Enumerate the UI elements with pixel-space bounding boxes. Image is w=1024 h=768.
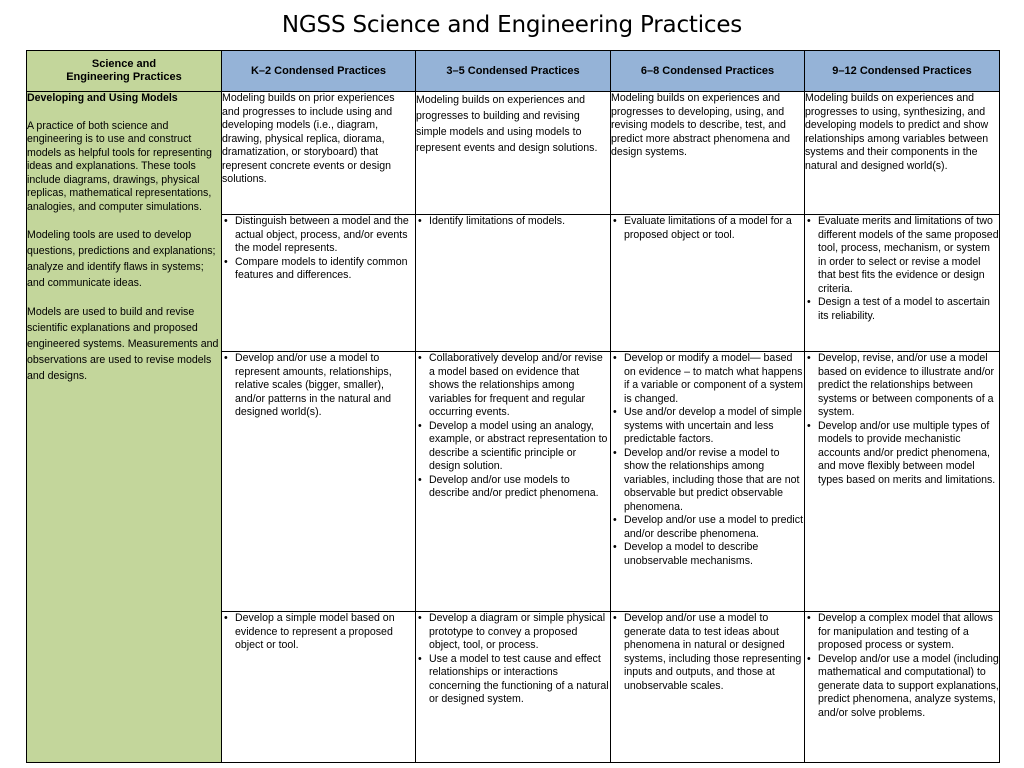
list-item: • Develop and/or use a model to predict and/or describe phenomena. — [611, 514, 804, 541]
list-item: • Develop a simple model based on evidence to represent a proposed object or tool. — [222, 612, 415, 653]
practice-name: Developing and Using Models — [27, 92, 178, 104]
cell-text: Modeling builds on prior experiences and progresses to include using and developing models (i.e., diagram, drawing, physical replica, diorama, dramatization, or storyboard) that represent concrete events or design solutions. — [222, 92, 395, 185]
cell-k2 — [222, 352, 416, 612]
page-title: NGSS Science and Engineering Practices — [281, 12, 743, 38]
practice-paragraph: A practice of both science and engineering is to use and construct models as helpful tools for representing ideas and explanations. These tools include diagrams, drawings, physical replicas, mathematical representations, analogies, and computer simulations. — [27, 119, 212, 213]
practice-paragraph: Models are used to build and revise scientific explanations and proposed engineered systems. Measurements and observations are used to revise models and designs. — [27, 306, 219, 382]
list-item: • Develop and/or revise a model to show the relationships among variables, including those that are not observable but predict observable phenomena. — [611, 447, 804, 515]
cell-text: Modeling builds on experiences and progresses to developing, using, and revising models to describe, test, and predict more abstract phenomena and design systems. — [611, 92, 791, 158]
bullet-list — [805, 215, 999, 323]
cell-3-5 — [416, 612, 611, 763]
list-item: • Develop a model using an analogy, example, or abstract representation to describe a scientific principle or design solution. — [416, 420, 610, 474]
header-9-12: 9–12 Condensed Practices — [805, 51, 1000, 92]
cell-k2 — [222, 92, 416, 215]
list-item: • Identify limitations of models. — [416, 215, 610, 229]
list-item: • Develop and/or use a model (including mathematical and computational) to generate data to support explanations, predict phenomena, analyze systems, and/or solve problems. — [805, 653, 999, 721]
list-item: • Develop a complex model that allows for manipulation and testing of a proposed process or system. — [805, 612, 999, 653]
header-3-5: 3–5 Condensed Practices — [416, 51, 611, 92]
list-item: • Develop a diagram or simple physical prototype to convey a proposed object, tool, or process. — [416, 612, 610, 653]
cell-text: Modeling builds on experiences and progresses to using, synthesizing, and developing models to predict and show relationships among variables between systems and their components in the natural and designed world(s). — [805, 92, 989, 172]
cell-3-5 — [416, 92, 611, 215]
bullet-list — [805, 352, 999, 487]
bullet-list — [611, 612, 804, 693]
cell-3-5 — [416, 352, 611, 612]
list-item: • Use a model to test cause and effect relationships or interactions concerning the functioning of a natural or designed system. — [416, 653, 610, 707]
cell-6-8 — [611, 215, 805, 352]
list-item: • Develop a model to describe unobservable mechanisms. — [611, 541, 804, 568]
bullet-list — [611, 352, 804, 568]
table-row — [27, 92, 1000, 215]
cell-9-12 — [805, 352, 1000, 612]
list-item: • Compare models to identify common features and differences. — [222, 256, 415, 283]
cell-6-8 — [611, 92, 805, 215]
header-row — [27, 51, 1000, 92]
bullet-list — [416, 215, 610, 229]
bullet-list — [222, 612, 415, 653]
header-practice-label: Science and Engineering Practices — [66, 58, 182, 83]
list-item: • Collaboratively develop and/or revise a model based on evidence that shows the relationships among variables for frequent and regular occurring events. — [416, 352, 610, 420]
header-6-8: 6–8 Condensed Practices — [611, 51, 805, 92]
list-item: • Distinguish between a model and the actual object, process, and/or events the model represents. — [222, 215, 415, 256]
list-item: • Use and/or develop a model of simple systems with uncertain and less predictable factors. — [611, 406, 804, 447]
cell-k2 — [222, 612, 416, 763]
bullet-list — [222, 215, 415, 283]
list-item: • Develop and/or use multiple types of models to provide mechanistic accounts and/or predict phenomena, and move flexibly between model types based on merits and limitations. — [805, 420, 999, 488]
header-practice — [27, 51, 222, 92]
cell-9-12 — [805, 92, 1000, 215]
list-item: • Develop and/or use models to describe and/or predict phenomena. — [416, 474, 610, 501]
list-item: • Evaluate limitations of a model for a proposed object or tool. — [611, 215, 804, 242]
cell-3-5 — [416, 215, 611, 352]
list-item: • Develop or modify a model— based on evidence – to match what happens if a variable or component of a system is changed. — [611, 352, 804, 406]
cell-6-8 — [611, 612, 805, 763]
practice-description — [27, 92, 222, 763]
list-item: • Evaluate merits and limitations of two different models of the same proposed tool, process, mechanism, or system in order to select or revise a model that best fits the evidence or design criteria. — [805, 215, 999, 296]
list-item: • Develop and/or use a model to represent amounts, relationships, relative scales (bigger, smaller), and/or patterns in the natural and designed world(s). — [222, 352, 415, 420]
list-item: • Design a test of a model to ascertain its reliability. — [805, 296, 999, 323]
bullet-list — [611, 215, 804, 242]
header-k2: K–2 Condensed Practices — [222, 51, 416, 92]
cell-k2 — [222, 215, 416, 352]
cell-9-12 — [805, 612, 1000, 763]
list-item: • Develop and/or use a model to generate data to test ideas about phenomena in natural or designed systems, including those representing inputs and outputs, and those at unobservable scales. — [611, 612, 804, 693]
practices-table — [26, 50, 1000, 763]
practice-paragraph: Modeling tools are used to develop questions, predictions and explanations; analyze and identify flaws in systems; and communicate ideas. — [27, 229, 216, 289]
bullet-list — [805, 612, 999, 720]
bullet-list — [222, 352, 415, 420]
bullet-list — [416, 352, 610, 501]
list-item: • Develop, revise, and/or use a model based on evidence to illustrate and/or predict the relationships between systems or between components of a system. — [805, 352, 999, 420]
cell-9-12 — [805, 215, 1000, 352]
cell-text: Modeling builds on experiences and progresses to building and revising simple models and using models to represent events and design solutions. — [416, 94, 598, 154]
bullet-list — [416, 612, 610, 707]
cell-6-8 — [611, 352, 805, 612]
